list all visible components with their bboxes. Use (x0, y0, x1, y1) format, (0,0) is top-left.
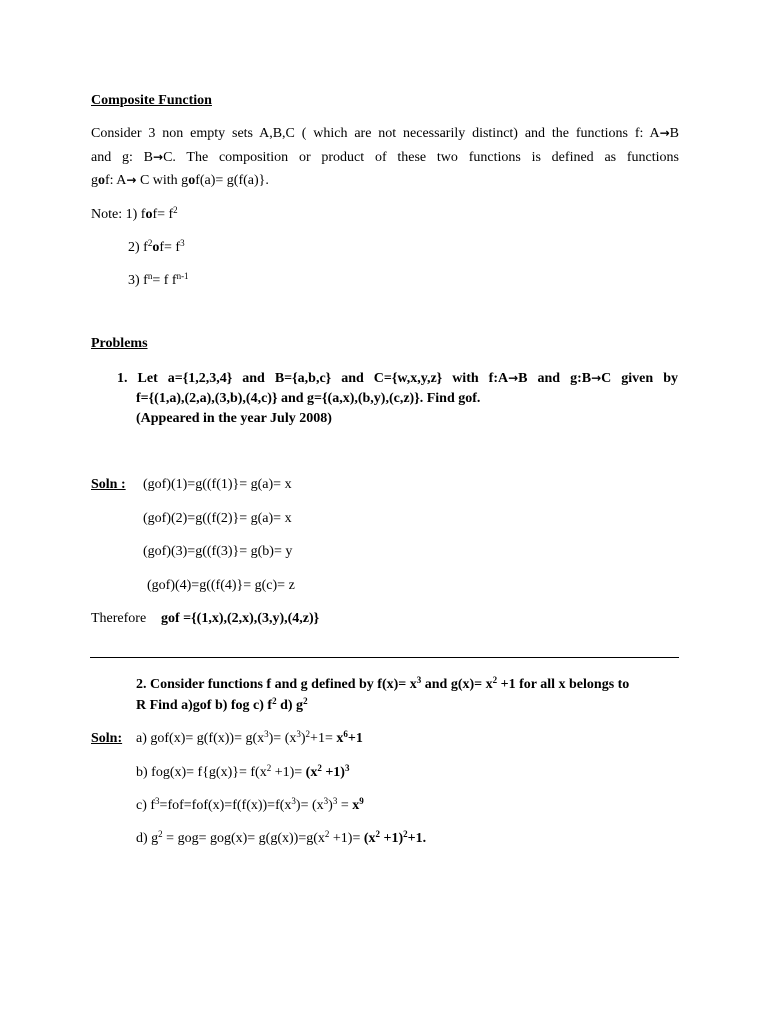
intro-text: g (91, 173, 98, 188)
superscript: 2 (492, 675, 498, 685)
superscript: 3 (416, 675, 422, 685)
solution-text: d) g (136, 831, 159, 846)
arrow-icon: → (591, 371, 602, 385)
arrow-icon: → (153, 150, 164, 164)
superscript: 6 (343, 729, 348, 739)
superscript: 3 (296, 729, 301, 739)
solution-1-result: gof ={(1,x),(2,x),(3,y),(4,z)} (161, 611, 320, 626)
arrow-icon: → (659, 126, 670, 140)
intro-text: B (669, 126, 679, 141)
solution-text: = gog= gog(x)= g(g(x))=g(x (162, 831, 325, 846)
superscript: n-1 (176, 271, 189, 281)
note-text: 3) f (128, 273, 148, 288)
solution-1-step: (gof)(3)=g((f(3)}= g(b)= y (143, 544, 293, 559)
solution-answer (336, 731, 362, 746)
arrow-icon: → (126, 173, 137, 187)
intro-line-2 (91, 149, 679, 166)
solution-text: ) (300, 731, 306, 746)
compose-operator: o (145, 207, 153, 222)
superscript: 2 (303, 696, 308, 706)
solution-text: (x (363, 831, 376, 846)
page-title: Composite Function (91, 93, 212, 108)
problem-text: C given by (601, 371, 678, 386)
intro-text: and g: B (91, 150, 153, 165)
solution-text: +1 (347, 731, 363, 746)
problems-heading: Problems (91, 336, 148, 351)
problem-text: +1 for all x belongs to (497, 677, 630, 692)
solution-text: x (352, 798, 360, 813)
superscript: 9 (359, 796, 364, 806)
solution-2-d (136, 831, 426, 847)
intro-text: C. The composition or product of these two functions is defined as functions (163, 150, 679, 165)
problem-text: 1. Let a={1,2,3,4} and B={a,b,c} and C={w,x,y,z} with f:A (117, 371, 509, 386)
problem-text: 2. Consider functions f and g defined by f(x)= x (136, 677, 417, 692)
superscript: 2 (375, 829, 381, 839)
problem-1-line-2: f={(1,a),(2,a),(3,b),(4,c)} and g={(a,x),(b,y),(c,z)}. Find gof. (136, 391, 481, 406)
compose-operator: o (98, 173, 105, 188)
solution-answer (352, 798, 364, 813)
compose-operator: o (152, 240, 160, 255)
solution-1-label: Soln : (91, 477, 126, 492)
solution-text: +1)= (271, 765, 306, 780)
solution-text: = (337, 798, 353, 813)
superscript: 2 (305, 729, 311, 739)
problem-2-line-1 (136, 677, 629, 693)
solution-text: +1)= (329, 831, 364, 846)
intro-text: Consider 3 non empty sets A,B,C ( which are not necessarily distinct) and the functions f: A (91, 126, 660, 141)
solution-text: +1) (380, 831, 404, 846)
arrow-icon: → (508, 371, 519, 385)
solution-1-step: (gof)(4)=g((f(4)}= g(c)= z (147, 578, 295, 593)
solution-1-step: (gof)(1)=g((f(1)}= g(a)= x (143, 477, 292, 492)
divider (90, 657, 679, 658)
superscript: 3 (332, 796, 338, 806)
solution-1-step: (gof)(2)=g((f(2)}= g(a)= x (143, 511, 292, 526)
problem-text: and g(x)= x (421, 677, 493, 692)
solution-2-label: Soln: (91, 731, 123, 746)
problem-text: B and g:B (518, 371, 592, 386)
note-1 (91, 207, 178, 223)
solution-2-c (136, 798, 364, 814)
superscript: 2 (317, 763, 322, 773)
note-text: = f f (152, 273, 177, 288)
problem-text: d) g (276, 698, 304, 713)
solution-2-b (136, 765, 349, 781)
superscript: n (147, 271, 153, 281)
solution-text: +1= (310, 731, 337, 746)
superscript: 3 (291, 796, 296, 806)
superscript: 3 (344, 763, 350, 773)
superscript: 2 (324, 829, 330, 839)
problem-2-line-2 (136, 698, 308, 714)
solution-answer (364, 831, 426, 846)
problem-text: R Find a)gof b) fog c) f (136, 698, 273, 713)
note-3 (128, 273, 189, 289)
solution-text: )= (x (295, 798, 324, 813)
compose-operator: o (188, 173, 196, 188)
superscript: 2 (173, 205, 178, 215)
solution-text: b) fog(x)= f{g(x)}= f(x (136, 765, 267, 780)
superscript: 2 (272, 696, 277, 706)
solution-2-a (136, 731, 363, 747)
intro-text: f: A (105, 173, 127, 188)
superscript: 3 (180, 238, 185, 248)
solution-text: =fof=fof(x)=f(f(x))=f(x (159, 798, 292, 813)
intro-line-3 (91, 172, 269, 189)
intro-text: C with g (136, 173, 189, 188)
problem-1-source: (Appeared in the year July 2008) (136, 411, 332, 426)
superscript: 2 (403, 829, 408, 839)
solution-text: ) (328, 798, 333, 813)
superscript: 3 (323, 796, 329, 806)
note-text: f= f (152, 207, 174, 222)
solution-answer (306, 765, 350, 780)
superscript: 3 (155, 796, 160, 806)
solution-text: (x (305, 765, 318, 780)
solution-1-therefore: Therefore (91, 611, 147, 626)
solution-text: a) gof(x)= g(f(x))= g(x (136, 731, 265, 746)
note-text: f= f (159, 240, 181, 255)
intro-line-1 (91, 125, 679, 142)
superscript: 2 (266, 763, 272, 773)
problem-1-line-1 (117, 370, 678, 387)
note-text: 2) f (128, 240, 148, 255)
intro-text: f(a)= g(f(a)}. (195, 173, 269, 188)
solution-text: +1) (321, 765, 345, 780)
note-text: Note: 1) f (91, 207, 146, 222)
solution-text: )= (x (268, 731, 297, 746)
note-2 (128, 240, 185, 256)
solution-text: c) f (136, 798, 156, 813)
superscript: 2 (158, 829, 163, 839)
superscript: 2 (147, 238, 153, 248)
solution-text: +1. (407, 831, 427, 846)
superscript: 3 (264, 729, 269, 739)
solution-text: x (336, 731, 344, 746)
